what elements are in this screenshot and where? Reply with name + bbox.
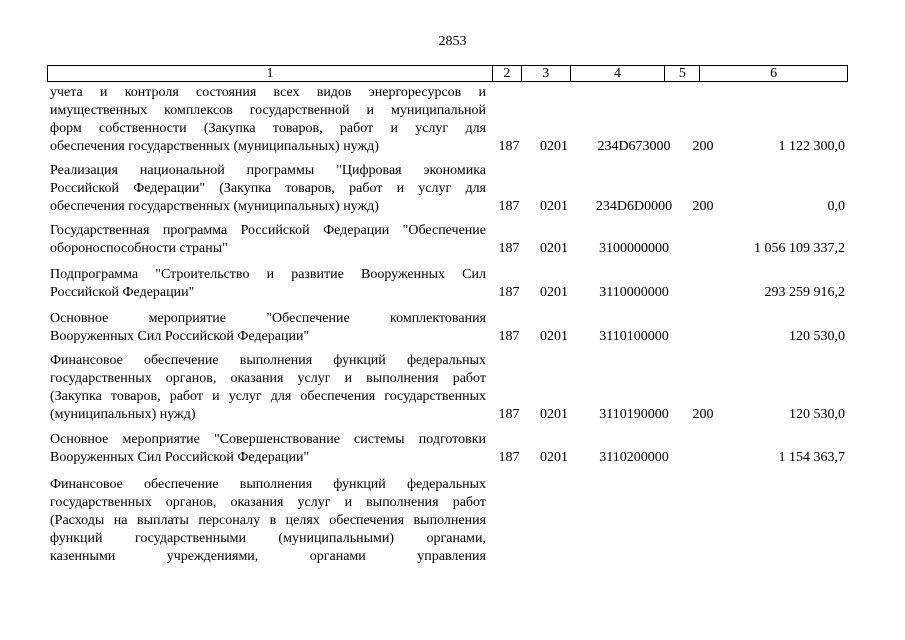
row-name-line: Государственная программа Российской Федерации "Обеспечение	[50, 223, 486, 238]
header-col-1: 1	[266, 66, 274, 81]
row-rz: 0201	[540, 199, 568, 214]
row-sum: 1 056 109 337,2	[754, 241, 845, 256]
row-vr: 200	[692, 139, 714, 154]
row-name-line: Российской Федерации"	[50, 285, 195, 300]
header-col-2: 2	[492, 66, 521, 81]
row-name-line: государственных органов, оказания услуг и выполнения работ	[50, 371, 486, 386]
row-name-line: учета и контроля состояния всех видов энергоресурсов и	[50, 85, 486, 100]
row-name	[50, 266, 486, 302]
row-sum: 120 530,0	[789, 329, 845, 344]
row-csr: 3110190000	[599, 407, 669, 422]
row-name-line: Подпрограмма "Строительство и развитие Вооруженных Сил	[50, 267, 486, 282]
row-ved: 187	[498, 241, 520, 256]
row-rz: 0201	[540, 329, 568, 344]
row-ved: 187	[498, 450, 520, 465]
row-name-line: Финансовое обеспечение выполнения функций федеральных	[50, 477, 486, 492]
header-col-5: 5	[664, 66, 699, 81]
row-name-line: обороноспособности страны"	[50, 241, 228, 256]
row-csr: 3100000000	[599, 241, 669, 256]
header-col-6: 6	[699, 66, 847, 81]
row-name	[50, 431, 486, 467]
row-name	[50, 84, 486, 156]
row-name	[50, 476, 486, 566]
row-name-line: (муниципальных) нужд)	[50, 407, 196, 422]
row-name-line: Вооруженных Сил Российской Федерации"	[50, 329, 310, 344]
row-sum: 0,0	[827, 199, 845, 214]
row-vr: 200	[692, 407, 714, 422]
row-csr: 3110100000	[599, 329, 669, 344]
row-name-line: Реализация национальной программы "Цифровая экономика	[50, 163, 486, 178]
row-ved: 187	[498, 285, 520, 300]
header-col-3: 3	[521, 66, 570, 81]
row-sum: 293 259 916,2	[764, 285, 845, 300]
row-name-line: (Закупка товаров, работ и услуг для обеспечения государственных	[50, 389, 486, 404]
row-rz: 0201	[540, 241, 568, 256]
row-csr: 234D6D0000	[595, 199, 673, 214]
row-rz: 0201	[540, 285, 568, 300]
row-name-line: (Расходы на выплаты персоналу в целях обеспечения выполнения	[50, 513, 486, 528]
row-ved: 187	[498, 407, 520, 422]
row-sum: 1 154 363,7	[778, 450, 845, 465]
row-name-line: Российской Федерации" (Закупка товаров, работ и услуг для	[50, 181, 486, 196]
row-sum: 1 122 300,0	[778, 139, 845, 154]
row-name-line: казенными учреждениями, органами управления	[50, 549, 486, 564]
row-name-line: форм собственности (Закупка товаров, работ и услуг для	[50, 121, 486, 136]
row-csr: 234D673000	[597, 139, 671, 154]
row-name-line: Вооруженных Сил Российской Федерации"	[50, 450, 310, 465]
row-name	[50, 162, 486, 216]
row-vr: 200	[692, 199, 714, 214]
row-sum: 120 530,0	[789, 407, 845, 422]
row-ved: 187	[498, 329, 520, 344]
row-name	[50, 222, 486, 258]
row-csr: 3110000000	[599, 285, 669, 300]
row-name-line: Основное мероприятие "Совершенствование системы подготовки	[50, 432, 486, 447]
row-ved: 187	[498, 139, 520, 154]
table-header-row	[47, 65, 848, 82]
row-name-line: обеспечения государственных (муниципальных) нужд)	[50, 199, 379, 214]
row-rz: 0201	[540, 450, 568, 465]
row-name-line: обеспечения государственных (муниципальных) нужд)	[50, 139, 379, 154]
row-ved: 187	[498, 199, 520, 214]
row-csr: 3110200000	[599, 450, 669, 465]
row-rz: 0201	[540, 407, 568, 422]
header-col-4: 4	[570, 66, 665, 81]
page-number: 2853	[438, 34, 467, 49]
row-name-line: Финансовое обеспечение выполнения функций федеральных	[50, 353, 486, 368]
row-name	[50, 310, 486, 346]
row-name-line: Основное мероприятие "Обеспечение комплектования	[50, 311, 486, 326]
row-name-line: имущественных комплексов государственной и муниципальной	[50, 103, 486, 118]
row-rz: 0201	[540, 139, 568, 154]
row-name-line: государственных органов, оказания услуг и выполнения работ	[50, 495, 486, 510]
row-name-line: функций государственными (муниципальными) органами,	[50, 531, 486, 546]
row-name	[50, 352, 486, 424]
